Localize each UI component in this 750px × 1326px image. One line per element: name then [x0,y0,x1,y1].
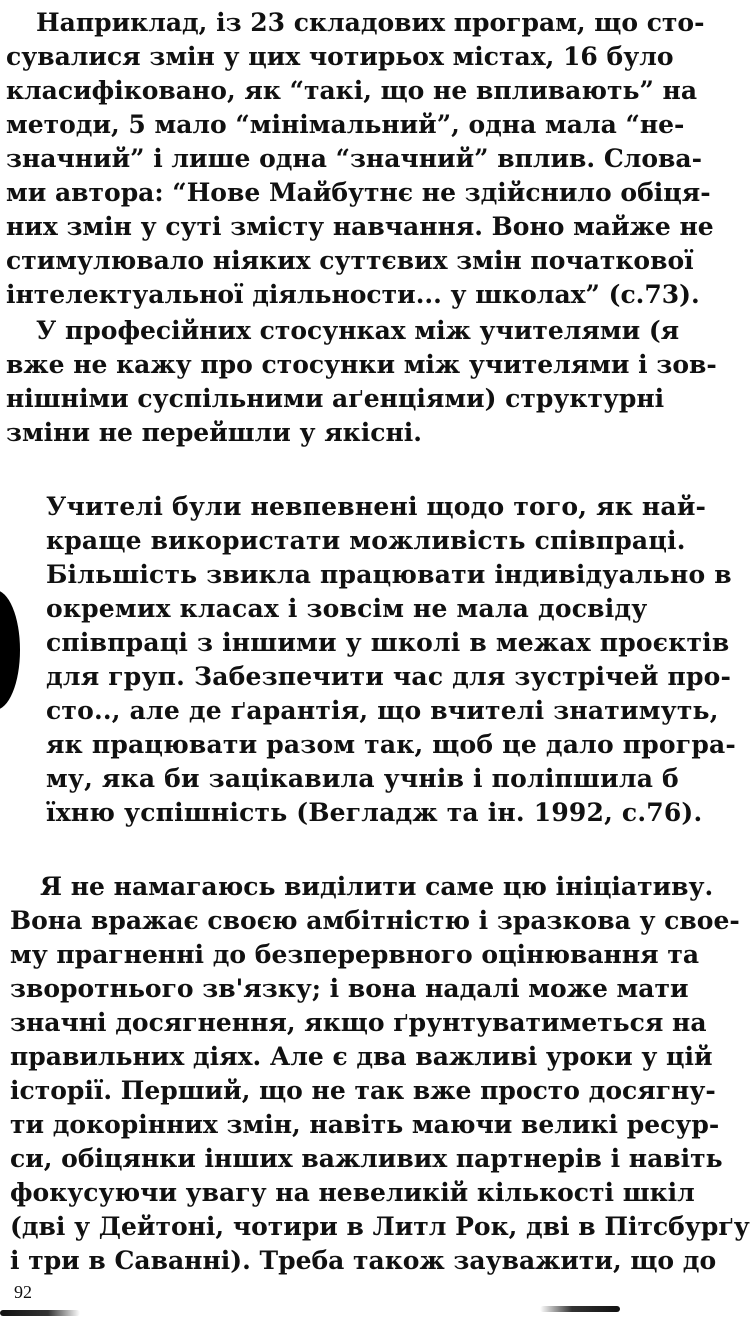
text-line: і три в Саванні). Треба також зауважити, що до [10,1246,717,1275]
text-line: їхню успішність (Вегладж та ін. 1992, с.76). [46,798,703,827]
text-line: правильних діях. Але є два важливі уроки у цій [10,1042,713,1071]
text-line: них змін у суті змісту навчання. Воно майже не [6,212,714,241]
text-line: сувалися змін у цих чотирьох містах, 16 було [6,42,674,71]
text-line: фокусуючи увагу на невеликій кількості шкіл [10,1178,695,1207]
text-line: методи, 5 мало “мінімальний”, одна мала “не- [6,110,685,139]
text-line: для груп. Забезпечити час для зустрічей про- [46,662,732,691]
text-line: значний” і лише одна “значний” вплив. Слова- [6,144,702,173]
text-line: значні досягнення, якщо ґрунтуватиметься на [10,1008,707,1037]
text-line: інтелектуальної діяльности... у школах” (с.73). [6,280,700,309]
text-line: ми автора: “Нове Майбутнє не здійснило обіця- [6,178,711,207]
text-line: Я не намагаюсь виділити саме цю ініціативу. [40,872,714,901]
scan-mark-right [540,1306,620,1312]
text-line: му, яка би зацікавила учнів і поліпшила б [46,764,679,793]
text-line: вже не кажу про стосунки між учителями і зов- [6,350,717,379]
text-line: Більшість звикла працювати індивідуально в [46,560,732,589]
text-line: си, обіцянки інших важливих партнерів і навіть [10,1144,723,1173]
page-number: 92 [14,1282,32,1302]
text-line: му прагненні до безперервного оцінювання та [10,940,700,969]
text-line: історії. Перший, що не так вже просто досягну- [10,1076,716,1105]
text-line: зміни не перейшли у якісні. [6,418,422,447]
text-line: У професійних стосунках між учителями (я [36,316,680,345]
text-line: (дві у Дейтоні, чотири в Литл Рок, дві в Пітсбурґу [10,1212,750,1241]
text-line: окремих класах і зовсім не мала досвіду [46,594,648,623]
scan-shadow [0,590,20,710]
text-line: ти докорінних змін, навіть маючи великі ресур- [10,1110,720,1139]
scan-mark-left [0,1310,80,1316]
text-line: краще використати можливість співпраці. [46,526,686,555]
text-line: як працювати разом так, щоб це дало програ- [46,730,736,759]
text-line: зворотнього зв'язку; і вона надалі може мати [10,974,689,1003]
text-line: Учителі були невпевнені щодо того, як най- [46,492,707,521]
text-line: класифіковано, як “такі, що не впливають” на [6,76,698,105]
text-line: стимулювало ніяких суттєвих змін початкової [6,246,694,275]
text-line: Вона вражає своєю амбітністю і зразкова у свое- [10,906,740,935]
text-line: Наприклад, із 23 складових програм, що сто- [36,8,705,37]
text-line: нішніми суспільними аґенціями) структурні [6,384,665,413]
text-line: співпраці з іншими у школі в межах проєктів [46,628,730,657]
text-line: сто.., але де ґарантія, що вчителі знатимуть, [46,696,719,725]
